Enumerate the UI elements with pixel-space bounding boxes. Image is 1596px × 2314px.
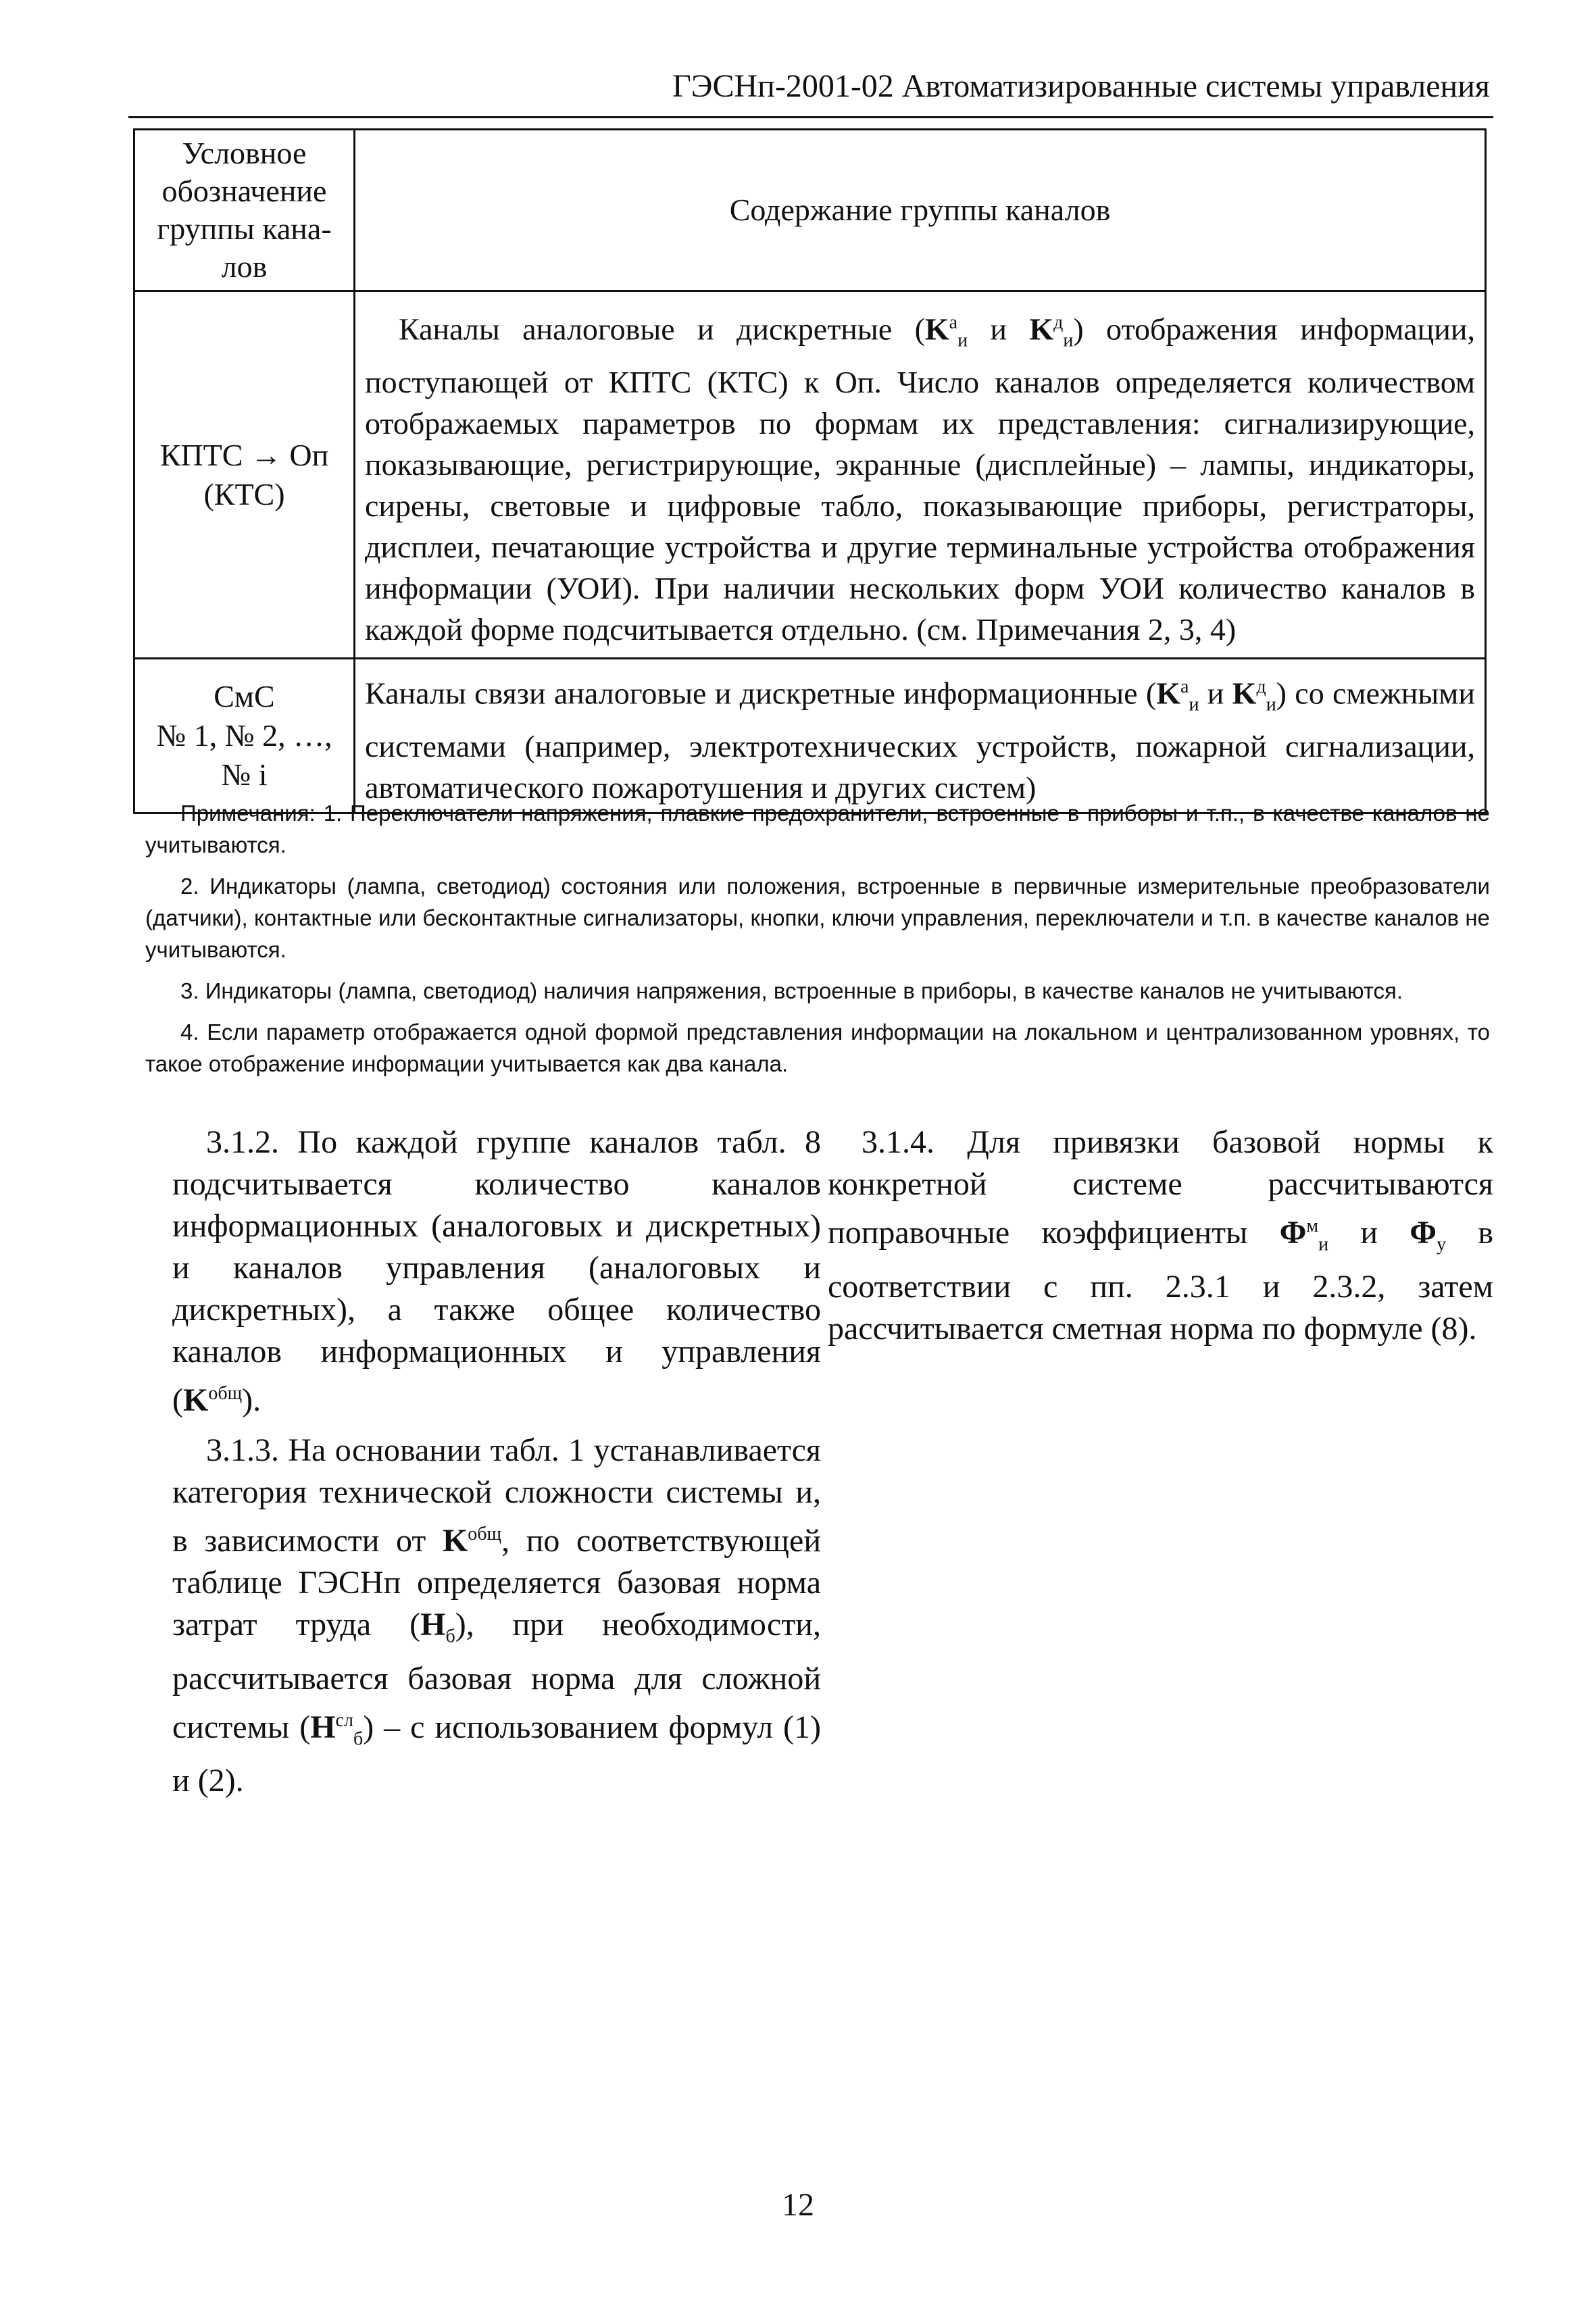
column-header-content: Содержание группы каналов xyxy=(355,130,1486,291)
table-row xyxy=(134,659,1486,813)
text-column-right xyxy=(828,1122,1493,1358)
group-code-line: СмС xyxy=(214,678,275,713)
channel-groups-table xyxy=(133,128,1487,814)
page-number: 12 xyxy=(782,2187,814,2223)
group-code-cell xyxy=(134,659,355,813)
group-code-line: КПТС → Оп xyxy=(159,437,329,472)
group-code-line: (КТС) xyxy=(203,476,285,511)
note-item: 2. Индикаторы (лампа, светодиод) состояния или положения, встроенные в первичные измерительные преобразователи (датчики), контактные или бесконтактные сигнализаторы, кнопки, ключи управления, переключатели и т.п. в качестве каналов не учитываются. xyxy=(145,874,1490,962)
paragraph-3-1-4: 3.1.4. Для привязки базовой нормы к конкретной системе рассчитываются поправочные коэффициенты $\Phi^м_и$ и $\Phi_у$ в соответствии с пп. 2.3.1 и 2.3.2, затем рассчитывается сметная норма по формуле (8). xyxy=(828,1124,1493,1347)
note-item: Примечания: 1. Переключатели напряжения, плавкие предохранители, встроенные в приборы и т.п., в качестве каналов не учитываются. xyxy=(145,801,1490,857)
text-column-left xyxy=(172,1122,821,1810)
running-title: ГЭСНп-2001-02 Автоматизированные системы управления xyxy=(672,68,1490,104)
table-notes xyxy=(145,797,1490,1089)
group-content-text: Каналы аналоговые и дискретные ($K^а_и$ и $K^д_и$) отображения информации, поступающей от КПТС (КТС) к Оп. Число каналов определяется количеством отображаемых параметров по формам их представления: сигнализирующие, показывающие, регистрирующие, экранные (дисплейные) – лампы, индикаторы, сирены, световые и цифровые табло, показывающие приборы, регистраторы, дисплеи, печатающие устройства и другие терминальные устройства отображения информации (УОИ). При наличии нескольких форм УОИ количество каналов в каждой форме подсчитывается отдельно. (см. Примечания 2, 3, 4) xyxy=(365,311,1475,647)
header-rule xyxy=(128,116,1493,118)
column-header-designation: Условное обозначение группы кана-лов xyxy=(134,130,355,291)
group-content-cell xyxy=(355,659,1486,813)
table-row xyxy=(134,291,1486,659)
group-content-cell xyxy=(355,291,1486,659)
note-item: 3. Индикаторы (лампа, светодиод) наличия напряжения, встроенные в приборы, в качестве каналов не учитываются. xyxy=(180,978,1403,1003)
paragraph-3-1-2: 3.1.2. По каждой группе каналов табл. 8 подсчитывается количество каналов информационных (аналоговых и дискретных) и каналов управления (аналоговых и дискретных), а также общее количество каналов информационных и управления $(K^{общ})$. xyxy=(172,1124,821,1418)
group-content-text: Каналы связи аналоговые и дискретные информационные ($K^а_и$ и $K^д_и$) со смежными системами (например, электротехнических устройств, пожарной сигнализации, автоматического пожаротушения и других систем) xyxy=(365,676,1475,805)
table-header-row xyxy=(134,130,1486,291)
group-code-line: № 1, № 2, …, xyxy=(156,718,332,753)
note-item: 4. Если параметр отображается одной формой представления информации на локальном и централизованном уровнях, то такое отображение информации учитывается как два канала. xyxy=(145,1020,1490,1076)
group-code-cell xyxy=(134,291,355,659)
group-code-line: № i xyxy=(221,757,268,792)
paragraph-3-1-3: 3.1.3. На основании табл. 1 устанавливается категория технической сложности системы и, в зависимости от $K^{общ}$, по соответствующей таблице ГЭСНп определяется базовая норма затрат труда $(H_б)$, при необходимости, рассчитывается базовая норма для сложной системы $(H^{сл}_б)$ – с использованием формул (1) и (2). xyxy=(172,1432,822,1799)
